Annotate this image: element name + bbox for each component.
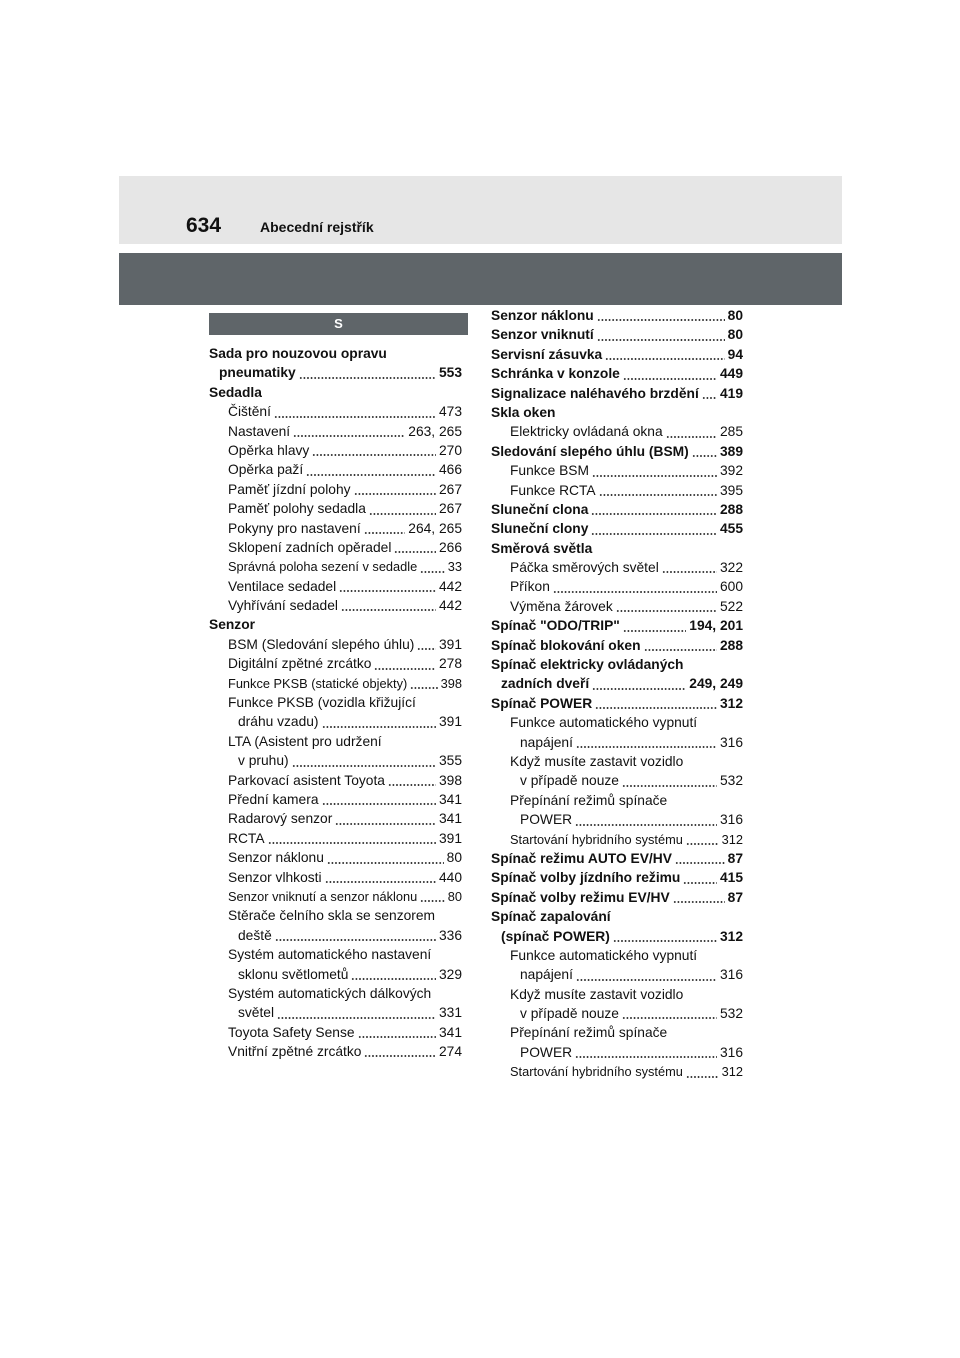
- header-dark-band: [119, 253, 842, 305]
- dot-leader: [575, 1056, 717, 1058]
- dot-leader: [673, 901, 725, 903]
- index-entry: [209, 887, 462, 906]
- index-entry-label: Senzor vlhkosti: [228, 869, 322, 885]
- index-entry: [209, 732, 462, 751]
- index-entry: [491, 791, 743, 810]
- dot-leader: [592, 475, 717, 477]
- index-entry-page: 341: [438, 1023, 462, 1042]
- index-entry-label: Přední kamera: [228, 791, 319, 807]
- index-entry: [491, 442, 743, 461]
- index-entry-label: Digitální zpětné zrcátko: [228, 656, 372, 672]
- dot-leader: [364, 1055, 436, 1057]
- index-entry: [491, 384, 743, 403]
- index-entry: [209, 499, 462, 518]
- dot-leader: [364, 532, 405, 534]
- index-entry: [491, 655, 743, 674]
- index-entry: [209, 615, 462, 634]
- index-entry-page: 415: [719, 868, 743, 887]
- index-entry: [491, 752, 743, 771]
- index-entry-label: Vyhřívání sedadel: [228, 598, 338, 614]
- index-entry: [209, 1042, 462, 1061]
- index-entry-label: v případě nouze: [520, 773, 619, 789]
- index-entry: [491, 422, 743, 441]
- dot-leader: [605, 358, 725, 360]
- dot-leader: [268, 842, 436, 844]
- index-entry-label: Signalizace naléhavého brzdění: [491, 385, 699, 401]
- index-entry-label: Spínač volby režimu EV/HV: [491, 889, 670, 905]
- index-entry: [491, 461, 743, 480]
- index-entry-page: 80: [446, 848, 462, 867]
- dot-leader: [417, 648, 436, 650]
- index-entry-page: 267: [438, 499, 462, 518]
- index-entry: [491, 325, 743, 344]
- dot-leader: [622, 1017, 717, 1019]
- dot-leader: [274, 416, 436, 418]
- dot-leader: [553, 591, 717, 593]
- index-entry: [491, 616, 743, 635]
- index-entry-page: 288: [719, 636, 743, 655]
- index-entry-label: sklonu světlometů: [238, 966, 349, 982]
- index-entry-page: 466: [438, 460, 462, 479]
- index-entry-page: 80: [447, 887, 462, 906]
- index-entry-page: 312: [719, 927, 743, 946]
- index-entry-page: 473: [438, 402, 462, 421]
- index-entry-label: Příkon: [510, 579, 550, 595]
- index-entry-label: Elektricky ovládaná okna: [510, 424, 663, 440]
- index-entry: [209, 965, 462, 984]
- index-entry-label: Spínač režimu AUTO EV/HV: [491, 850, 672, 866]
- index-entry: [491, 927, 743, 946]
- dot-leader: [683, 882, 717, 884]
- dot-leader: [358, 1036, 436, 1038]
- dot-leader: [312, 454, 436, 456]
- dot-leader: [686, 843, 719, 845]
- index-entry-page: 270: [438, 441, 462, 460]
- index-entry-page: 336: [438, 926, 462, 945]
- dot-leader: [420, 571, 445, 573]
- page-number: 634: [186, 214, 222, 237]
- dot-leader: [613, 940, 717, 942]
- index-entry: [491, 907, 743, 926]
- index-entry-label: Systém automatických dálkových: [228, 985, 432, 1001]
- index-entry-page: 316: [719, 733, 743, 752]
- index-entry-page: 455: [719, 519, 743, 538]
- index-entry: [209, 654, 462, 673]
- dot-leader: [599, 494, 717, 496]
- dot-leader: [666, 436, 717, 438]
- index-entry-label: POWER: [520, 812, 573, 828]
- index-entry-label: LTA (Asistent pro udržení: [228, 733, 382, 749]
- index-entry: [209, 383, 462, 402]
- index-entry-page: 442: [438, 596, 462, 615]
- index-entry: [491, 965, 743, 984]
- dot-leader: [299, 377, 436, 379]
- index-entry: [491, 868, 743, 887]
- index-entry: [491, 946, 743, 965]
- index-entry-label: deště: [238, 927, 272, 943]
- index-entry-label: Sedadla: [209, 384, 262, 400]
- index-entry-label: Čištění: [228, 404, 271, 420]
- index-entry-label: zadních dveří: [501, 676, 590, 692]
- index-entry-label: Senzor: [209, 617, 255, 633]
- dot-leader: [369, 513, 436, 515]
- index-entry-page: 87: [727, 888, 743, 907]
- index-entry-label: Výměna žárovek: [510, 598, 613, 614]
- index-entry-page: 395: [719, 481, 743, 500]
- index-entry: [491, 519, 743, 538]
- index-entry-label: Spínač blokování oken: [491, 637, 641, 653]
- index-entry-label: Sada pro nouzovou opravu: [209, 346, 387, 361]
- index-entry: [209, 829, 462, 848]
- index-entry-label: Senzor vniknutí a senzor náklonu: [228, 888, 418, 904]
- index-entry-label: Sledování slepého úhlu (BSM): [491, 443, 689, 459]
- index-entry-label: Startování hybridního systému: [510, 831, 683, 847]
- index-entry-page: 278: [438, 654, 462, 673]
- index-entry-label: Spínač zapalování: [491, 909, 611, 925]
- index-entry: [209, 674, 462, 693]
- index-entry-page: 312: [721, 830, 743, 849]
- index-entry-label: Servisní zásuvka: [491, 346, 603, 362]
- index-entry-page: 391: [438, 712, 462, 731]
- dot-leader: [322, 803, 436, 805]
- index-entry-label: světel: [238, 1005, 275, 1021]
- index-entry-page: 285: [719, 422, 743, 441]
- index-entry-label: Toyota Safety Sense: [228, 1024, 355, 1040]
- index-entry-label: Když musíte zastavit vozidlo: [510, 753, 684, 769]
- index-entry: [491, 694, 743, 713]
- dot-leader: [374, 668, 436, 670]
- dot-leader: [351, 978, 436, 980]
- index-entry-page: 392: [719, 461, 743, 480]
- index-entry-label: Nastavení: [228, 423, 291, 439]
- index-entry-label: dráhu vzadu): [238, 714, 319, 730]
- index-entry-label: Spínač elektricky ovládaných: [491, 657, 684, 673]
- index-entry: [209, 945, 462, 964]
- index-entry-label: Schránka v konzole: [491, 366, 620, 382]
- index-entry-page: 33: [447, 557, 462, 576]
- index-entry: [491, 597, 743, 616]
- dot-leader: [339, 590, 436, 592]
- index-entry-label: Opěrka paží: [228, 462, 304, 478]
- index-column-left: [209, 344, 462, 1061]
- index-column-right: [491, 306, 743, 1082]
- index-entry-page: 398: [440, 674, 462, 693]
- index-entry-page: 264, 265: [407, 519, 462, 538]
- index-entry: [491, 810, 743, 829]
- index-entry: [491, 306, 743, 325]
- index-entry-label: Systém automatického nastavení: [228, 947, 432, 963]
- index-entry-page: 553: [438, 363, 462, 382]
- index-entry: [209, 693, 462, 712]
- index-entry-page: 440: [438, 868, 462, 887]
- index-entry: [209, 635, 462, 654]
- dot-leader: [644, 649, 717, 651]
- index-entry-label: Když musíte zastavit vozidlo: [510, 986, 684, 1002]
- dot-leader: [692, 455, 717, 457]
- index-entry-page: 322: [719, 558, 743, 577]
- index-entry: [209, 984, 462, 1003]
- index-entry: [209, 1023, 462, 1042]
- index-entry-page: 94: [727, 345, 743, 364]
- index-entry-label: Spínač volby jízdního režimu: [491, 870, 681, 886]
- index-entry: [491, 985, 743, 1004]
- index-entry-page: 266: [438, 538, 462, 557]
- dot-leader: [306, 474, 436, 476]
- dot-leader: [616, 610, 717, 612]
- index-entry: [209, 790, 462, 809]
- index-entry: [209, 926, 462, 945]
- index-entry-page: 87: [727, 849, 743, 868]
- index-entry: [491, 539, 743, 558]
- index-entry: [209, 460, 462, 479]
- index-entry-page: 331: [438, 1003, 462, 1022]
- index-entry: [491, 481, 743, 500]
- index-entry-page: 391: [438, 829, 462, 848]
- index-entry-label: Stěrače čelního skla se senzorem: [228, 908, 436, 924]
- dot-leader: [388, 784, 436, 786]
- index-entry-label: Přepínání režimů spínače: [510, 1025, 668, 1041]
- index-entry-label: napájení: [520, 734, 573, 750]
- index-entry-label: pneumatiky: [219, 365, 296, 381]
- index-entry-page: 312: [719, 694, 743, 713]
- index-entry-page: 398: [438, 771, 462, 790]
- index-entry-page: 267: [438, 480, 462, 499]
- index-entry-label: Funkce PKSB (vozidla křižující: [228, 695, 416, 711]
- dot-leader: [575, 824, 717, 826]
- index-entry-page: 80: [727, 306, 743, 325]
- index-entry: [491, 733, 743, 752]
- dot-leader: [327, 862, 444, 864]
- dot-leader: [686, 1076, 719, 1078]
- index-entry-page: 442: [438, 577, 462, 596]
- index-entry: [491, 403, 743, 422]
- dot-leader: [322, 726, 436, 728]
- index-entry-label: Funkce RCTA: [510, 482, 596, 498]
- dot-leader: [623, 378, 717, 380]
- index-entry-label: Paměť jízdní polohy: [228, 481, 351, 497]
- index-entry-page: 419: [719, 384, 743, 403]
- index-entry-label: Sluneční clona: [491, 501, 589, 517]
- index-entry-label: Skla oken: [491, 404, 556, 420]
- dot-leader: [410, 687, 438, 689]
- index-entry-label: Funkce BSM: [510, 463, 589, 479]
- index-entry: [209, 1003, 462, 1022]
- dot-leader: [597, 339, 725, 341]
- index-entry: [491, 888, 743, 907]
- index-entry: [209, 906, 462, 925]
- index-entry: [491, 364, 743, 383]
- header-band: [119, 176, 842, 244]
- index-entry-label: napájení: [520, 967, 573, 983]
- index-entry-page: 391: [438, 635, 462, 654]
- index-entry-page: 449: [719, 364, 743, 383]
- index-entry-page: 600: [719, 577, 743, 596]
- index-entry: [491, 345, 743, 364]
- index-entry-page: 80: [727, 325, 743, 344]
- dot-leader: [325, 881, 436, 883]
- index-entry: [491, 636, 743, 655]
- index-entry-label: v případě nouze: [520, 1006, 619, 1022]
- index-entry: [209, 441, 462, 460]
- dot-leader: [576, 746, 717, 748]
- dot-leader: [292, 765, 436, 767]
- index-entry-page: 316: [719, 810, 743, 829]
- dot-leader: [335, 823, 436, 825]
- index-entry-label: Sluneční clony: [491, 521, 589, 537]
- index-entry: [209, 712, 462, 731]
- dot-leader: [591, 513, 717, 515]
- index-entry-page: 329: [438, 965, 462, 984]
- index-entry-label: (spínač POWER): [501, 928, 610, 944]
- index-entry-label: RCTA: [228, 830, 265, 846]
- index-entry-page: 355: [438, 751, 462, 770]
- dot-leader: [675, 862, 725, 864]
- index-entry: [209, 480, 462, 499]
- index-entry: [209, 519, 462, 538]
- index-entry-label: Spínač POWER: [491, 695, 593, 711]
- index-entry: [491, 577, 743, 596]
- index-entry-label: Ventilace sedadel: [228, 578, 337, 594]
- letter-heading: S: [209, 313, 468, 335]
- index-entry-label: Funkce PKSB (statické objekty): [228, 675, 408, 691]
- index-entry-label: Pokyny pro nastavení: [228, 520, 361, 536]
- index-entry-label: Parkovací asistent Toyota: [228, 772, 385, 788]
- index-entry: [209, 344, 462, 363]
- dot-leader: [277, 1017, 436, 1019]
- dot-leader: [595, 707, 717, 709]
- index-entry: [491, 674, 743, 693]
- index-entry: [491, 1062, 743, 1081]
- index-entry: [491, 713, 743, 732]
- index-entry-page: 341: [438, 809, 462, 828]
- index-entry-page: 288: [719, 500, 743, 519]
- index-entry-label: Vnitřní zpětné zrcátko: [228, 1044, 362, 1060]
- index-entry: [209, 577, 462, 596]
- index-entry-page: 312: [721, 1062, 743, 1081]
- dot-leader: [597, 319, 725, 321]
- index-entry-label: Funkce automatického vypnutí: [510, 715, 698, 731]
- index-entry-label: Sklopení zadních opěradel: [228, 539, 392, 555]
- index-entry-label: Senzor náklonu: [228, 850, 324, 866]
- index-entry-page: 316: [719, 1043, 743, 1062]
- section-title: Abecední rejstřík: [260, 219, 374, 235]
- index-entry: [209, 848, 462, 867]
- index-entry-page: 249, 249: [688, 674, 743, 693]
- index-entry-label: Paměť polohy sedadla: [228, 501, 366, 517]
- dot-leader: [394, 551, 436, 553]
- dot-leader: [576, 979, 717, 981]
- index-entry: [209, 771, 462, 790]
- index-entry-label: Senzor vniknutí: [491, 327, 594, 343]
- dot-leader: [623, 630, 686, 632]
- index-entry-page: 194, 201: [688, 616, 743, 635]
- index-entry-page: 522: [719, 597, 743, 616]
- index-entry: [209, 868, 462, 887]
- dot-leader: [702, 397, 717, 399]
- index-entry: [491, 558, 743, 577]
- index-entry-label: Funkce automatického vypnutí: [510, 947, 698, 963]
- index-entry-page: 532: [719, 1004, 743, 1023]
- dot-leader: [275, 939, 436, 941]
- index-entry-label: Radarový senzor: [228, 811, 333, 827]
- index-entry-label: Opěrka hlavy: [228, 442, 310, 458]
- index-entry-label: Přepínání režimů spínače: [510, 792, 668, 808]
- index-entry-label: Páčka směrových světel: [510, 560, 659, 576]
- index-entry: [209, 809, 462, 828]
- index-entry-page: 341: [438, 790, 462, 809]
- dot-leader: [293, 435, 405, 437]
- index-entry: [209, 557, 462, 576]
- dot-leader: [662, 571, 717, 573]
- index-entry-label: Směrová světla: [491, 540, 593, 556]
- dot-leader: [591, 533, 717, 535]
- index-entry-label: Správná poloha sezení v sedadle: [228, 559, 418, 575]
- index-entry-label: Startování hybridního systému: [510, 1064, 683, 1080]
- index-entry-page: 263, 265: [407, 422, 462, 441]
- index-entry: [209, 596, 462, 615]
- index-entry-page: 389: [719, 442, 743, 461]
- dot-leader: [354, 493, 436, 495]
- index-entry: [491, 1004, 743, 1023]
- dot-leader: [592, 688, 686, 690]
- index-entry-label: Spínač "ODO/TRIP": [491, 618, 620, 634]
- index-entry: [491, 771, 743, 790]
- index-entry-label: POWER: [520, 1044, 573, 1060]
- index-entry: [491, 830, 743, 849]
- index-entry: [209, 363, 462, 382]
- dot-leader: [341, 609, 436, 611]
- index-entry: [491, 500, 743, 519]
- index-entry: [209, 402, 462, 421]
- index-entry-label: Senzor náklonu: [491, 308, 594, 323]
- index-entry-page: 274: [438, 1042, 462, 1061]
- index-entry: [491, 849, 743, 868]
- index-entry: [491, 1023, 743, 1042]
- index-entry-page: 316: [719, 965, 743, 984]
- index-entry-label: v pruhu): [238, 753, 289, 769]
- index-entry: [209, 751, 462, 770]
- dot-leader: [622, 785, 717, 787]
- index-entry: [491, 1043, 743, 1062]
- index-entry: [209, 538, 462, 557]
- index-entry: [209, 422, 462, 441]
- dot-leader: [420, 900, 445, 902]
- index-entry-page: 532: [719, 771, 743, 790]
- index-entry-label: BSM (Sledování slepého úhlu): [228, 636, 415, 652]
